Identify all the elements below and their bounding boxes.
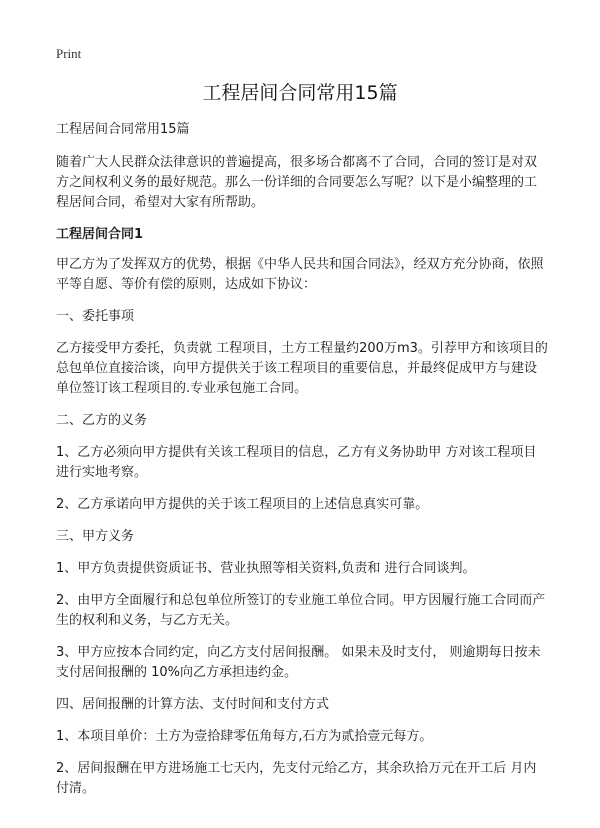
heading-party-b-obligations: 二、乙方的义务 bbox=[56, 413, 148, 428]
paragraph-remuneration-2: 2、居间报酬在甲方进场施工七天内，先支付元给乙方，其余玖拾万元在开工后 月内付清。 bbox=[56, 761, 537, 796]
section-heading: 工程居间合同1 bbox=[56, 227, 144, 242]
document-title: 工程居间合同常用15篇 bbox=[202, 82, 398, 104]
print-link[interactable]: Print bbox=[56, 46, 82, 61]
heading-commission: 一、委托事项 bbox=[56, 309, 135, 324]
paragraph-party-a-1: 1、甲方负责提供资质证书、营业执照等相关资料,负责和 进行合同谈判。 bbox=[56, 561, 476, 576]
paragraph-party-b-2: 2、乙方承诺向甲方提供的关于该工程项目的上述信息真实可靠。 bbox=[56, 497, 429, 512]
paragraph-commission: 乙方接受甲方委托，负责就 工程项目，土方工程量约200万m3。引荐甲方和该项目的总包单位直接洽谈，向甲方提供关于该工程项目的重要信息，并最终促成甲方与建设单位签订该工程项目的.专业承包施工合同。 bbox=[56, 341, 548, 396]
paragraph-remuneration-1: 1、本项目单价：土方为壹拾肆零伍角每方,石方为贰拾壹元每方。 bbox=[56, 729, 433, 744]
document-body bbox=[56, 120, 548, 811]
heading-remuneration: 四、居间报酬的计算方法、支付时间和支付方式 bbox=[56, 697, 330, 712]
paragraph-agreement: 甲乙方为了发挥双方的优势，根据《中华人民共和国合同法》，经双方充分协商，依照平等自愿、等价有偿的原则，达成如下协议： bbox=[56, 257, 544, 292]
paragraph-party-a-2: 2、由甲方全面履行和总包单位所签订的专业施工单位合同。甲方因履行施工合同而产生的权利和义务，与乙方无关。 bbox=[56, 593, 546, 628]
paragraph-party-a-3: 3、甲方应按本合同约定，向乙方支付居间报酬。 如果未及时支付， 则逾期每日按未支付居间报酬的 10%向乙方承担违约金。 bbox=[56, 645, 541, 680]
document-subtitle: 工程居间合同常用15篇 bbox=[56, 122, 190, 137]
heading-party-a-obligations: 三、甲方义务 bbox=[56, 529, 135, 544]
intro-paragraph: 随着广大人民群众法律意识的普遍提高，很多场合都离不了合同，合同的签订是对双方之间权利义务的最好规范。那么一份详细的合同要怎么写呢？以下是小编整理的工程居间合同，希望对大家有所帮助。 bbox=[56, 155, 538, 210]
paragraph-party-b-1: 1、乙方必须向甲方提供有关该工程项目的信息，乙方有义务协助甲 方对该工程项目进行实地考察。 bbox=[56, 445, 537, 480]
